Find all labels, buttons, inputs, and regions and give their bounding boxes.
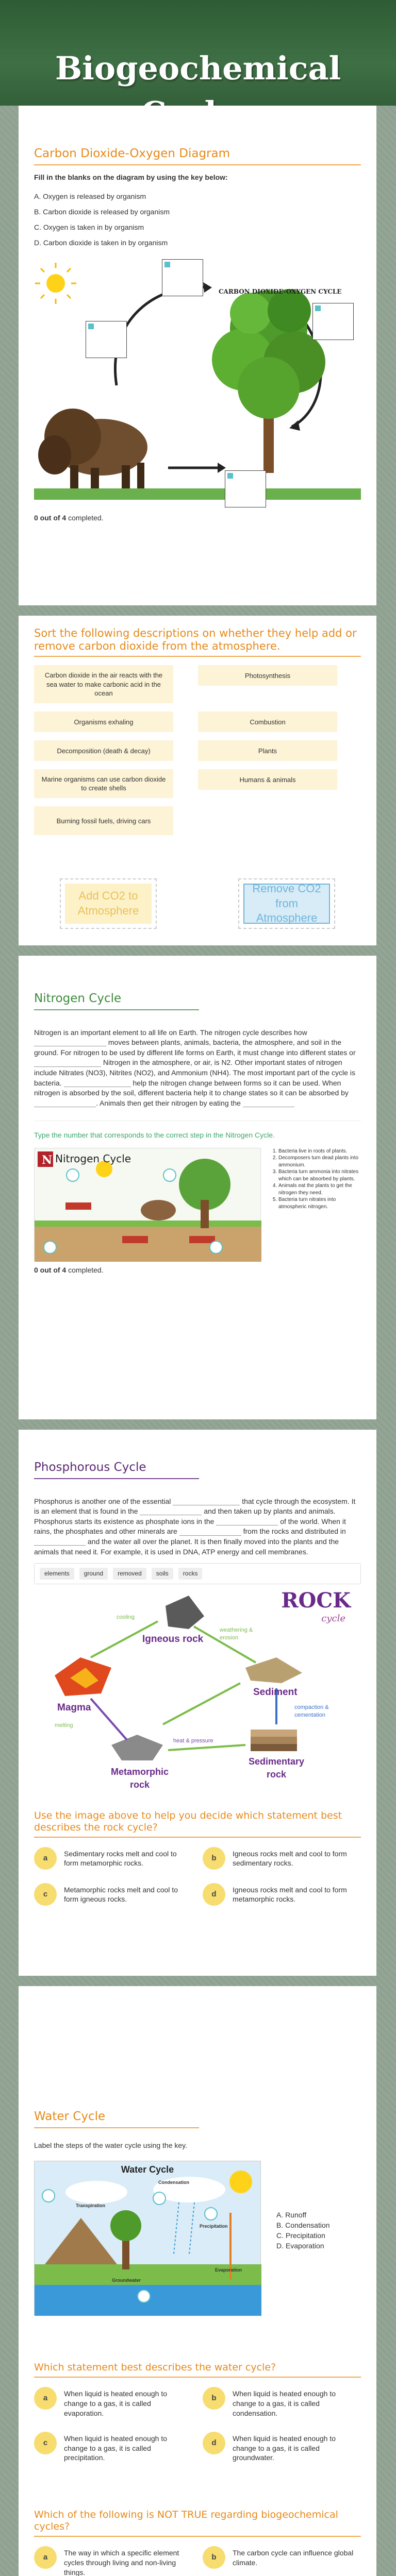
sort-title: Sort the following descriptions on whether they help add or remove carbon dioxide from the atmosphere. [34,627,357,653]
co2-section [19,106,376,605]
nitrogen-blank-1[interactable] [34,1039,106,1046]
divider [34,656,361,657]
divider [34,1009,199,1010]
divider [34,1837,361,1838]
water-diagram-title: Water Cycle [121,2164,174,2175]
add-co2-label: Add CO2 to Atmosphere [65,884,152,924]
sort-chip[interactable]: Decomposition (death & decay) [34,740,173,761]
rock-cycle-diagram [34,1590,361,1807]
phosphorus-section [19,1430,376,1976]
condensation-label: Condensation [158,2180,189,2185]
final-options [34,2546,361,2576]
nitrogen-paragraph: Nitrogen is an important element to all life on Earth. The nitrogen cycle describes how moves between plants, animals, bacteria, the atmosphere, and soil in the ground. For nitrogen to be used by different life forms on Earth, it must change into different states or Nitrogen in the atmosphere, or air, is N2. Other important states of nitrogen include Nitrates (NO3), Nitrites (NO2), and Ammonium (NH4). The most important part of the cycle is bacteria. help the nitrogen change between forms so it can be used. When nitrogen is absorbed by the soil, different bacteria help it to change states so it can be absorbed by . Animals then get their nitrogen by eating the [34,1028,356,1107]
phosphorus-title: Phosphorous Cycle [34,1461,146,1474]
answer-option[interactable]: b When liquid is heated enough to change to a gas, it is called condensation. [203,2387,361,2418]
page-header [0,0,396,106]
phosphorus-blank-5[interactable] [34,1538,86,1546]
rock-subtitle: cycle [321,1613,345,1624]
word-chip[interactable]: rocks [178,1568,203,1580]
answer-option[interactable]: c Metamorphic rocks melt and cool to form igneous rocks. [34,1883,192,1906]
rock-question: Use the image above to help you decide which statement best describes the rock cycle? [34,1809,342,1833]
key-item: A. Runoff [276,2211,307,2219]
divider [34,1478,199,1479]
sort-chip[interactable]: Photosynthesis [198,665,337,686]
bison-icon [38,409,147,491]
divider [34,2127,199,2128]
key-item: A. Oxygen is released by organism [34,192,146,201]
answer-option[interactable]: c When liquid is heated enough to change to a gas, it is called precipitation. [34,2432,192,2463]
rock-options [34,1847,361,1906]
nitrogen-progress: 0 out of 4 completed. [34,1265,104,1274]
sort-chip[interactable]: Humans & animals [198,769,337,790]
groundwater-label: Groundwater [112,2278,141,2283]
divider [34,2377,361,2378]
word-chip[interactable]: elements [40,1568,74,1580]
nitrogen-step: 2. Decomposers turn dead plants into ammonium. [278,1155,361,1168]
phosphorus-blank-3[interactable] [216,1518,278,1526]
weathering-label: weathering & erosion [220,1626,253,1641]
sort-section [19,616,376,945]
answer-option[interactable]: d When liquid is heated enough to change to a gas, it is called groundwater. [203,2432,361,2463]
nitrogen-steps-list [269,1148,361,1211]
compaction-label: compaction & cementation [294,1704,329,1719]
co2-progress: 0 out of 4 completed. [34,514,104,522]
diagram-label: CARBON DIOXIDE-OXYGEN CYCLE [219,288,342,296]
key-item: B. Carbon dioxide is released by organism [34,208,170,216]
water-label-input-4[interactable] [137,2290,151,2303]
nitrogen-step: 3. Bacteria turn ammonia into nitrates which can be absorbed by plants. [278,1168,361,1182]
nitrogen-diagram-art [34,1148,261,1261]
key-item: D. Carbon dioxide is taken in by organism [34,239,168,247]
key-item: D. Evaporation [276,2242,324,2250]
sort-chip[interactable]: Organisms exhaling [34,711,173,732]
water-title: Water Cycle [34,2110,106,2123]
add-co2-dropzone[interactable] [60,878,157,929]
tree-icon [212,289,325,473]
precipitation-label: Precipitation [200,2224,228,2229]
rock-cycle-art [34,1590,361,1807]
word-chip[interactable]: ground [79,1568,108,1580]
nitrogen-title: Nitrogen Cycle [34,992,122,1005]
igneous-label: Igneous rock [142,1633,204,1645]
sediment-label: Sediment [253,1686,298,1698]
nitrogen-diagram-title: Nitrogen Cycle [55,1152,131,1165]
nitrogen-task: Type the number that corresponds to the correct step in the Nitrogen Cycle. [34,1131,275,1140]
phosphorus-blank-4[interactable] [179,1529,241,1536]
rock-title: ROCK [281,1588,351,1613]
co2-blank-3[interactable] [312,303,354,340]
answer-option[interactable]: a Sedimentary rocks melt and cool to form metamorphic rocks. [34,1847,192,1870]
sedimentary-label: Sedimentary rock [248,1756,305,1780]
svg-text:N: N [42,1153,53,1167]
water-instruction: Label the steps of the water cycle using the key. [34,2141,188,2149]
nitrogen-step-input-1[interactable] [66,1168,79,1182]
evaporation-label: Evaporation [215,2267,242,2273]
sort-chip[interactable]: Combustion [198,711,337,732]
nitrogen-step: 4. Animals eat the plants to get the nitrogen they need. [278,1182,361,1196]
nitrogen-step: 1. Bacteria live in roots of plants. [278,1148,361,1155]
phosphorus-blank-2[interactable] [140,1508,202,1515]
co2-blank-1[interactable] [86,321,127,358]
divider [34,2536,361,2537]
answer-option[interactable]: a When liquid is heated enough to change to a gas, it is called evaporation. [34,2387,192,2418]
nitrogen-blank-5[interactable] [243,1100,294,1107]
nitrogen-step-input-3[interactable] [43,1241,57,1254]
nitrogen-step-input-4[interactable] [209,1241,223,1254]
cooling-label: cooling [117,1614,135,1620]
metamorphic-label: Metamorphic rock [110,1766,169,1790]
water-options [34,2387,361,2463]
nitrogen-diagram [34,1148,361,1261]
water-question: Which statement best describes the water cycle? [34,2362,276,2374]
water-label-input-3[interactable] [204,2207,218,2221]
transpiration-label: Transpiration [76,2203,106,2209]
water-label-input-1[interactable] [42,2189,55,2202]
sort-chip[interactable]: Carbon dioxide in the air reacts with the sea water to make carbonic acid in the ocean [34,665,173,703]
water-label-input-2[interactable] [153,2192,166,2205]
magma-label: Magma [57,1702,91,1713]
remove-co2-label: Remove CO2 from Atmosphere [243,884,330,924]
nitrogen-step: 5. Bacteria turn nitrates into atmospheric nitrogen. [278,1196,361,1210]
divider [34,164,361,165]
nitrogen-blank-2[interactable] [34,1060,101,1067]
sort-chip[interactable]: Marine organisms can use carbon dioxide to create shells [34,769,173,798]
answer-option[interactable]: a The way in which a specific element cycles through living and non-living things. [34,2546,192,2576]
page-title: Biogeochemical [55,49,341,87]
heat-label: heat & pressure [173,1737,213,1744]
remove-co2-dropzone[interactable] [238,878,335,929]
sort-chip[interactable]: Burning fossil fuels, driving cars [34,806,173,835]
phosphorus-blank-1[interactable] [173,1498,240,1505]
answer-option[interactable]: b The carbon cycle can influence global climate. [203,2546,361,2576]
content-area [0,106,396,2576]
co2-diagram [34,257,361,509]
sort-items [34,665,361,835]
key-item: C. Precipitation [276,2231,325,2240]
word-bank [34,1563,361,1584]
nitrogen-blank-4[interactable] [34,1100,96,1107]
key-item: C. Oxygen is taken in by organism [34,223,144,232]
water-diagram [34,2161,361,2315]
key-item: B. Condensation [276,2221,330,2230]
nitrogen-step-input-2[interactable] [163,1168,176,1182]
answer-option[interactable]: d Igneous rocks melt and cool to form metamorphic rocks. [203,1883,361,1906]
answer-option[interactable]: b Igneous rocks melt and cool to form sedimentary rocks. [203,1847,361,1870]
final-question: Which of the following is NOT TRUE regarding biogeochemical cycles? [34,2509,338,2533]
co2-blank-2[interactable] [162,259,203,296]
word-chip[interactable]: soils [152,1568,173,1580]
word-chip[interactable]: removed [113,1568,146,1580]
water-section [19,1986,376,2576]
sun-icon [35,263,76,304]
co2-blank-4[interactable] [225,470,266,507]
nitrogen-blank-3[interactable] [64,1080,131,1087]
co2-instruction: Fill in the blanks on the diagram by using the key below: [34,173,228,181]
melting-label: melting [55,1722,73,1728]
sort-chip[interactable]: Plants [198,740,337,761]
water-key-list [276,2210,330,2251]
co2-key-list [34,189,361,250]
nitrogen-section [19,956,376,1419]
phosphorus-paragraph: Phosphorus is another one of the essential that cycle through the ecosystem. It is an element that is found in the and then taken up by plants and animals. Phosphorus starts its existence as phosphate ions in the of the world. When it rains, the phosphates and other minerals are from the rocks and distributed in and the water all over the planet. It is then finally moved into the plants and the animals that need it. For example, it is used in DNA, ATP energy and cell membranes. [34,1497,356,1556]
co2-title: Carbon Dioxide-Oxygen Diagram [34,147,230,160]
